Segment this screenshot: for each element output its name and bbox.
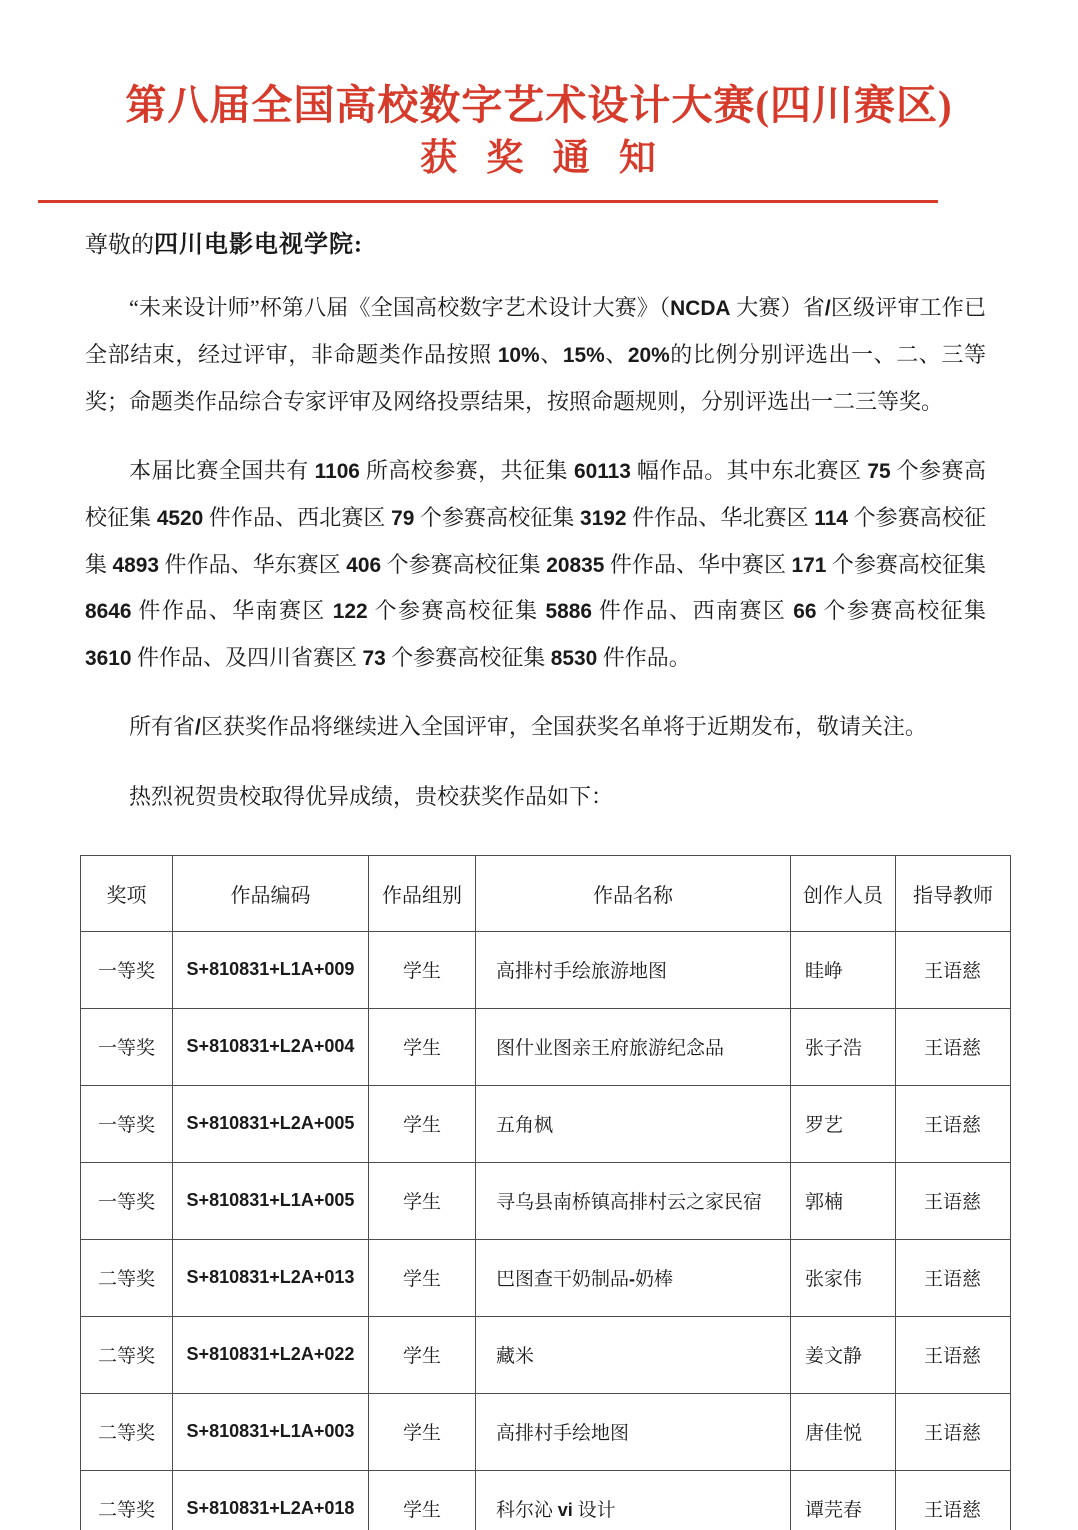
table-row (81, 1470, 1011, 1530)
cell-award: 一等奖 (81, 931, 173, 1008)
cell-creator: 谭芫春 (791, 1470, 896, 1530)
cell-teacher: 王语慈 (896, 931, 1011, 1008)
column-header: 创作人员 (791, 855, 896, 931)
awards-table-body (81, 931, 1011, 1530)
awards-table-head (81, 855, 1011, 931)
column-header: 指导教师 (896, 855, 1011, 931)
cell-award: 一等奖 (81, 1008, 173, 1085)
cell-group: 学生 (369, 1008, 476, 1085)
cell-award: 一等奖 (81, 1162, 173, 1239)
cell-teacher: 王语慈 (896, 1008, 1011, 1085)
paragraph: “未来设计师”杯第八届《全国高校数字艺术设计大赛》（NCDA 大赛）省/区级评审工作已全部结束，经过评审，非命题类作品按照 10%、15%、20%的比例分别评选出一、二、三等奖；命题类作品综合专家评审及网络投票结果，按照命题规则，分别评选出一二三等奖。 (85, 295, 986, 414)
cell-teacher: 王语慈 (896, 1085, 1011, 1162)
paragraph: 本届比赛全国共有 1106 所高校参赛，共征集 60113 幅作品。其中东北赛区 75 个参赛高校征集 4520 件作品、西北赛区 79 个参赛高校征集 3192 件作品、华北赛区 114 个参赛高校征集 4893 件作品、华东赛区 406 个参赛高校征集 20835 件作品、华中赛区 171 个参赛高校征集 8646 件作品、华南赛区 122 个参赛高校征集 5886 件作品、西南赛区 66 个参赛高校征集 3610 件作品、及四川省赛区 73 个参赛高校征集 8530 件作品。 (85, 458, 986, 670)
page-title: 第八届全国高校数字艺术设计大赛(四川赛区) (125, 82, 953, 128)
cell-work: 图什业图亲王府旅游纪念品 (476, 1008, 791, 1085)
column-header: 作品编码 (173, 855, 369, 931)
cell-award: 二等奖 (81, 1393, 173, 1470)
table-row (81, 1162, 1011, 1239)
cell-creator: 张家伟 (791, 1239, 896, 1316)
table-row (81, 1008, 1011, 1085)
cell-code: S+810831+L2A+013 (173, 1239, 369, 1316)
cell-group: 学生 (369, 931, 476, 1008)
cell-group: 学生 (369, 1162, 476, 1239)
document-header (0, 82, 1078, 203)
cell-teacher: 王语慈 (896, 1393, 1011, 1470)
title-divider (38, 200, 938, 203)
cell-code: S+810831+L2A+022 (173, 1316, 369, 1393)
cell-award: 一等奖 (81, 1085, 173, 1162)
cell-work: 科尔沁 vi 设计 (476, 1470, 791, 1530)
cell-code: S+810831+L2A+005 (173, 1085, 369, 1162)
column-header: 奖项 (81, 855, 173, 931)
cell-teacher: 王语慈 (896, 1239, 1011, 1316)
salutation (85, 229, 986, 263)
table-row (81, 1316, 1011, 1393)
cell-creator: 罗艺 (791, 1085, 896, 1162)
column-header: 作品名称 (476, 855, 791, 931)
table-row (81, 1085, 1011, 1162)
awards-table (80, 855, 1011, 1530)
salutation-school-name: 四川电影电视学院: (154, 231, 363, 258)
cell-creator: 郭楠 (791, 1162, 896, 1239)
cell-code: S+810831+L1A+009 (173, 931, 369, 1008)
cell-code: S+810831+L1A+005 (173, 1162, 369, 1239)
body-paragraphs (85, 285, 986, 820)
cell-teacher: 王语慈 (896, 1470, 1011, 1530)
cell-group: 学生 (369, 1085, 476, 1162)
paragraph: 所有省/区获奖作品将继续进入全国评审，全国获奖名单将于近期发布，敬请关注。 (129, 714, 927, 740)
table-row (81, 931, 1011, 1008)
table-row (81, 1393, 1011, 1470)
cell-creator: 姜文静 (791, 1316, 896, 1393)
cell-teacher: 王语慈 (896, 1316, 1011, 1393)
cell-code: S+810831+L2A+018 (173, 1470, 369, 1530)
cell-award: 二等奖 (81, 1470, 173, 1530)
cell-teacher: 王语慈 (896, 1162, 1011, 1239)
cell-group: 学生 (369, 1239, 476, 1316)
cell-work: 巴图查干奶制品-奶棒 (476, 1239, 791, 1316)
cell-group: 学生 (369, 1470, 476, 1530)
cell-work: 五角枫 (476, 1085, 791, 1162)
cell-group: 学生 (369, 1393, 476, 1470)
cell-code: S+810831+L2A+004 (173, 1008, 369, 1085)
cell-work: 高排村手绘地图 (476, 1393, 791, 1470)
salutation-prefix: 尊敬的 (85, 231, 154, 257)
cell-creator: 张子浩 (791, 1008, 896, 1085)
cell-code: S+810831+L1A+003 (173, 1393, 369, 1470)
cell-work: 藏米 (476, 1316, 791, 1393)
cell-work: 高排村手绘旅游地图 (476, 931, 791, 1008)
table-row (81, 1239, 1011, 1316)
cell-creator: 眭峥 (791, 931, 896, 1008)
cell-group: 学生 (369, 1316, 476, 1393)
cell-work: 寻乌县南桥镇高排村云之家民宿 (476, 1162, 791, 1239)
cell-award: 二等奖 (81, 1239, 173, 1316)
paragraph: 热烈祝贺贵校取得优异成绩，贵校获奖作品如下： (129, 784, 614, 810)
header-row (81, 855, 1011, 931)
page-subtitle: 获 奖 通 知 (420, 138, 658, 180)
cell-creator: 唐佳悦 (791, 1393, 896, 1470)
column-header: 作品组别 (369, 855, 476, 931)
cell-award: 二等奖 (81, 1316, 173, 1393)
